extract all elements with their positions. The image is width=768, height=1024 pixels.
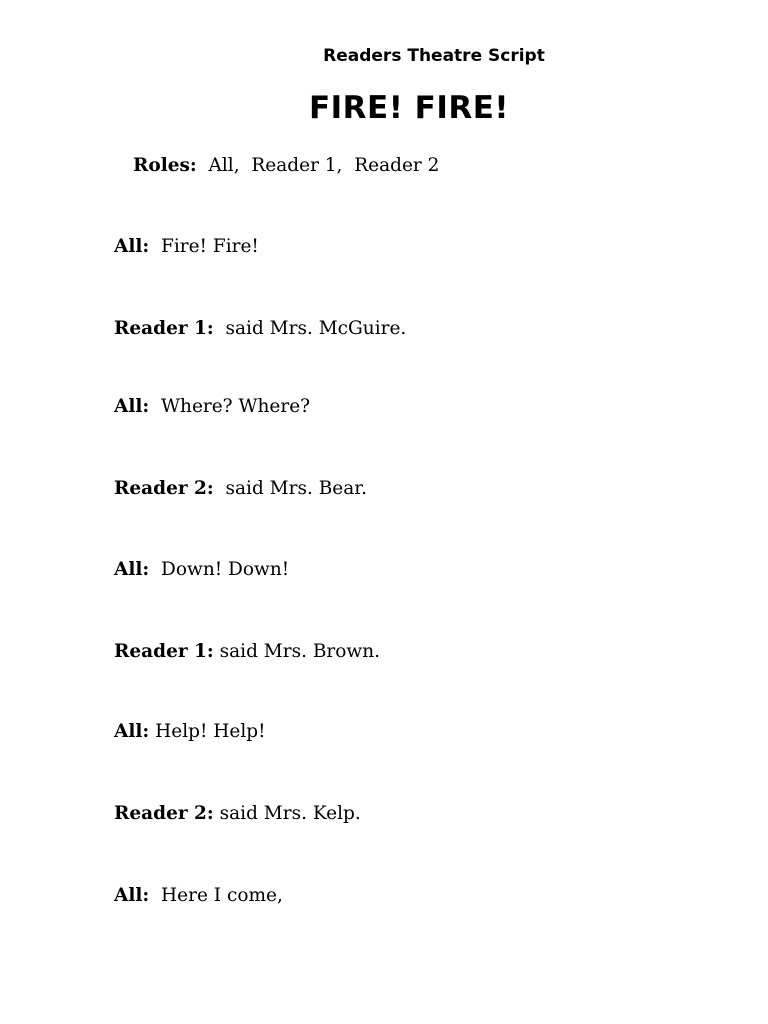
line-text: Where? Where? [161,396,311,417]
line-text: Help! Help! [155,721,266,742]
script-line [114,559,289,580]
script-line [114,721,266,742]
speaker-label: Reader 1: [114,318,214,339]
script-line [114,885,283,906]
speaker-label: Reader 2: [114,478,214,499]
document-subtitle: Readers Theatre Script [323,46,545,66]
script-line [114,803,361,824]
script-line [114,318,406,339]
script-line [114,396,310,417]
script-line [114,478,367,499]
line-text: Down! Down! [161,559,290,580]
speaker-label: Reader 2: [114,803,214,824]
speaker-label: Reader 1: [114,641,214,662]
speaker-label: All: [114,559,150,580]
roles-line [133,155,439,176]
line-text: said Mrs. Kelp. [219,803,361,824]
line-text: said Mrs. McGuire. [225,318,407,339]
roles-label: Roles: [133,155,197,176]
roles-list: All, Reader 1, Reader 2 [208,155,440,176]
document-title: FIRE! FIRE! [308,90,510,126]
speaker-label: All: [114,396,150,417]
line-text: said Mrs. Bear. [225,478,367,499]
speaker-label: All: [114,721,150,742]
line-text: Fire! Fire! [161,236,259,257]
speaker-label: All: [114,236,150,257]
script-line [114,236,259,257]
script-line [114,641,380,662]
speaker-label: All: [114,885,150,906]
line-text: said Mrs. Brown. [219,641,381,662]
line-text: Here I come, [161,885,283,906]
